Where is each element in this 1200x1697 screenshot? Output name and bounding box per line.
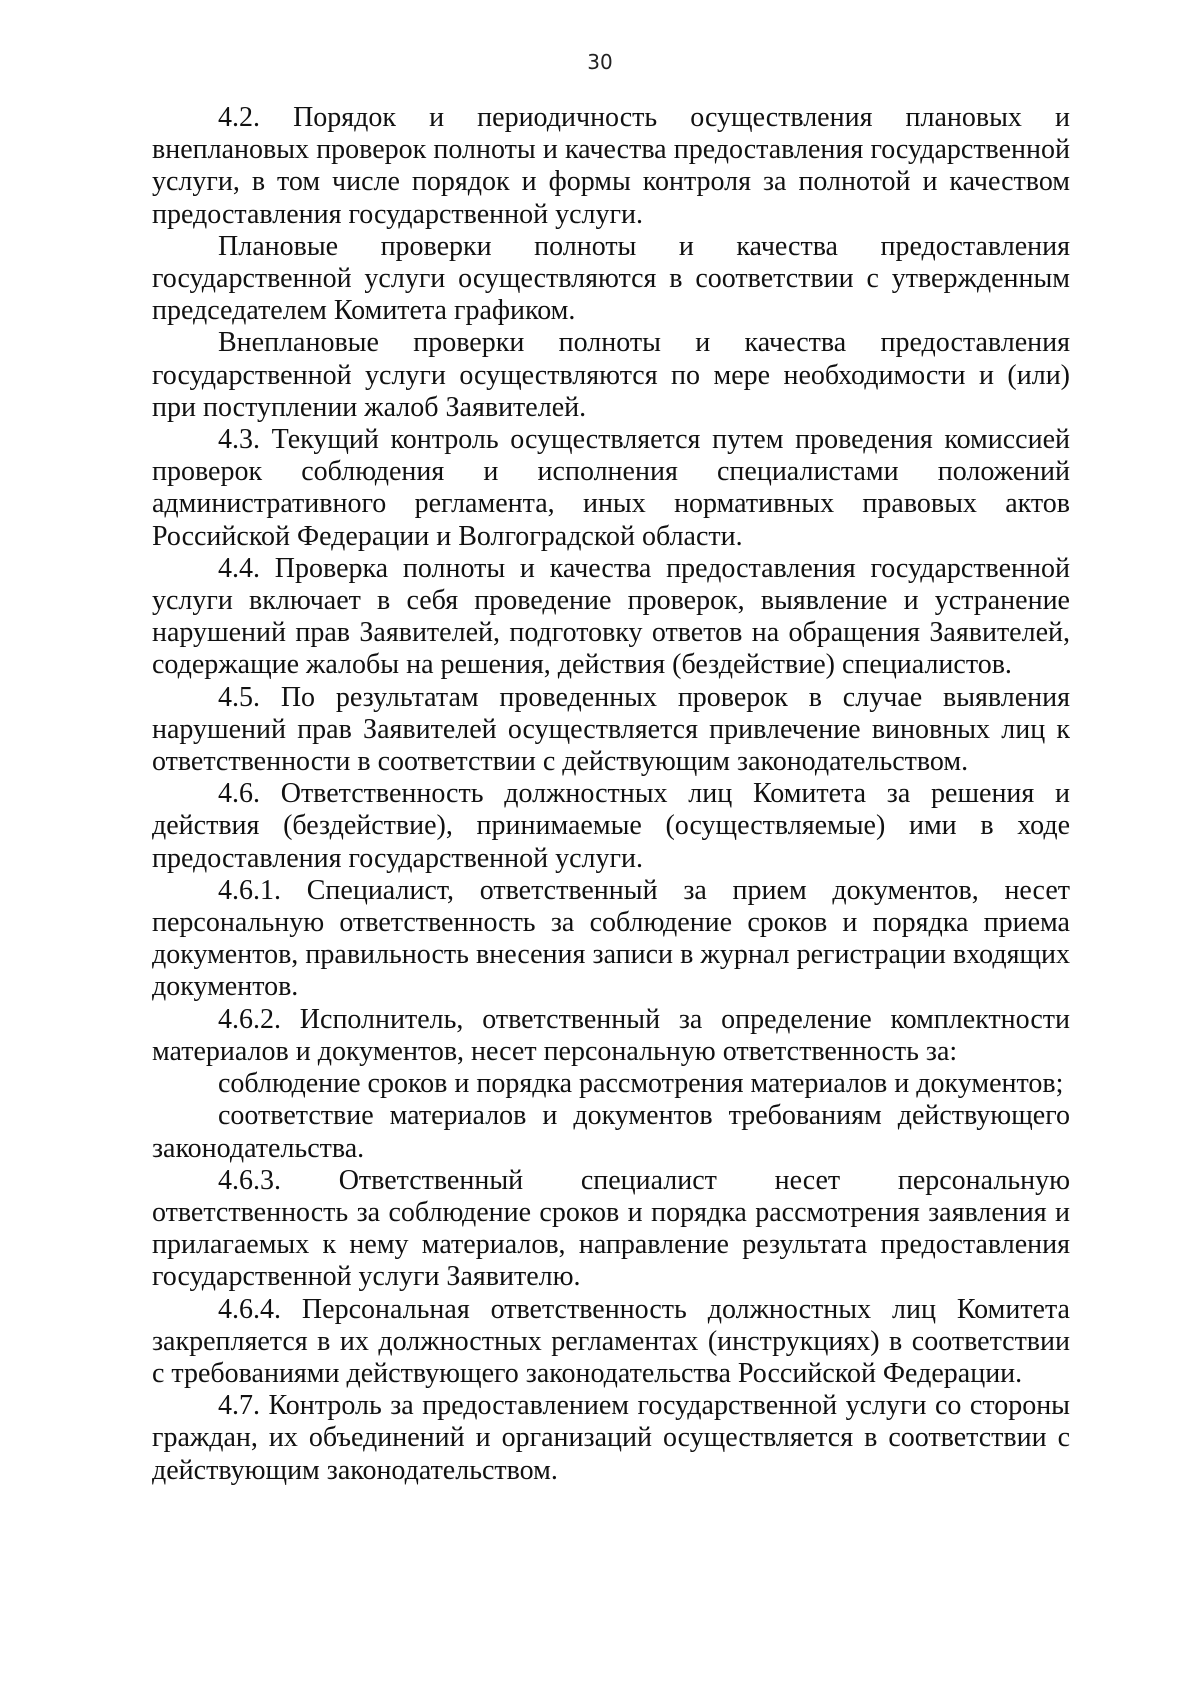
paragraph-4-7: 4.7. Контроль за предоставлением государственной услуги со стороны граждан, их объединений и организаций осуществляется в соответствии с действующим законодательством.: [152, 1390, 1070, 1486]
paragraph-unplanned-checks: Внеплановые проверки полноты и качества предоставления государственной услуги осуществляются по мере необходимости и (или) при поступлении жалоб Заявителей.: [152, 327, 1070, 423]
paragraph-4-4: 4.4. Проверка полноты и качества предоставления государственной услуги включает в себя проведение проверок, выявление и устранение нарушений прав Заявителей, подготовку ответов на обращения Заявителей, содержащие жалобы на решения, действия (бездействие) специалистов.: [152, 552, 1070, 681]
paragraph-planned-checks: Плановые проверки полноты и качества предоставления государственной услуги осуществляются в соответствии с утвержденным председателем Комитета графиком.: [152, 230, 1070, 327]
list-item-deadlines: соблюдение сроков и порядка рассмотрения материалов и документов;: [218, 1068, 1064, 1100]
page-number: 30: [587, 50, 613, 74]
paragraph-4-3: 4.3. Текущий контроль осуществляется путем проведения комиссией проверок соблюдения и исполнения специалистами положений административного регламента, иных нормативных правовых актов Российской Федерации и Волгоградской области.: [152, 424, 1070, 552]
paragraph-4-6-1: 4.6.1. Специалист, ответственный за прием документов, несет персональную ответственность за соблюдение сроков и порядка приема документов, правильность внесения записи в журнал регистрации входящих документов.: [152, 874, 1070, 1003]
paragraph-4-6-2: 4.6.2. Исполнитель, ответственный за определение комплектности материалов и документов, несет персональную ответственность за:: [152, 1003, 1070, 1067]
paragraph-4-6: 4.6. Ответственность должностных лиц Комитета за решения и действия (бездействие), принимаемые (осуществляемые) ими в ходе предоставления государственной услуги.: [152, 778, 1070, 874]
paragraph-4-5: 4.5. По результатам проведенных проверок в случае выявления нарушений прав Заявителей осуществляется привлечение виновных лиц к ответственности в соответствии с действующим законодательством.: [152, 681, 1070, 778]
paragraph-4-2: 4.2. Порядок и периодичность осуществления плановых и внеплановых проверок полноты и качества предоставления государственной услуги, в том числе порядок и формы контроля за полнотой и качеством предоставления государственной услуги.: [152, 102, 1070, 230]
paragraph-4-6-3: 4.6.3. Ответственный специалист несет персональную ответственность за соблюдение сроков и порядка рассмотрения заявления и прилагаемых к нему материалов, направление результата предоставления государственной услуги Заявителю.: [152, 1164, 1070, 1293]
paragraph-4-6-4: 4.6.4. Персональная ответственность должностных лиц Комитета закрепляется в их должностных регламентах (инструкциях) в соответствии с требованиями действующего законодательства Российской Федерации.: [152, 1293, 1070, 1389]
document-body: [152, 102, 1070, 1487]
list-item-compliance: соответствие материалов и документов требованиям действующего законодательства.: [152, 1100, 1070, 1164]
